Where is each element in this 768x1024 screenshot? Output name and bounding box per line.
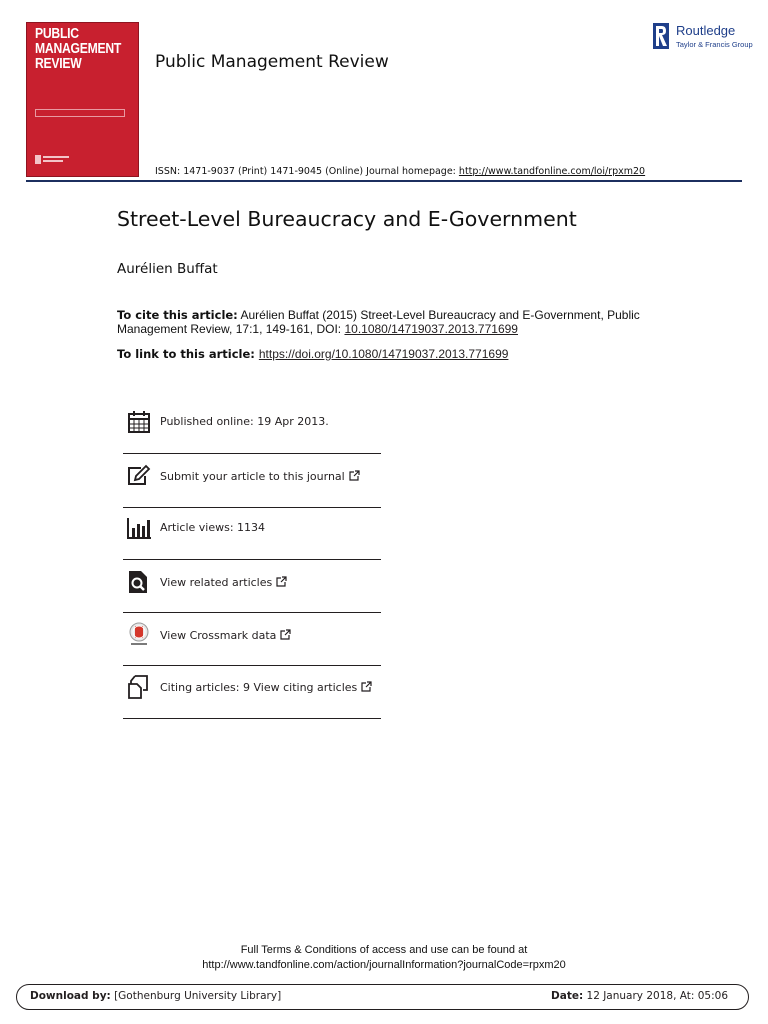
download-date [551,990,728,1002]
search-document-icon [127,570,151,594]
article-link-block [117,347,508,361]
metric-related[interactable] [123,560,381,613]
date-value: 12 January 2018, At: 05:06 [583,990,728,1002]
date-label: Date: [551,990,584,1002]
metric-published [123,402,381,454]
external-link-icon [349,470,360,481]
metric-text: Submit your article to this journal [160,470,345,483]
publisher-logo [652,22,752,52]
metric-citing[interactable] [123,666,381,719]
cite-text: Aurélien Buffat (2015) Street-Level Bureaucracy and E-Government, Public Management Review, 17:1, 149-161, DOI: [117,308,640,336]
article-title: Street-Level Bureaucracy and E-Government [117,207,577,231]
cover-band [35,109,125,117]
cover-title-line: REVIEW [35,56,82,72]
download-value: [Gothenburg University Library] [110,990,282,1002]
metric-link[interactable] [160,681,372,694]
journal-homepage-link[interactable]: http://www.tandfonline.com/loi/rpxm20 [458,166,646,177]
issn-text: ISSN: 1471-9037 (Print) 1471-9045 (Online) Journal homepage: [155,166,459,177]
metric-text: View Crossmark data [160,629,277,642]
terms-url[interactable]: http://www.tandfonline.com/action/journalInformation?journalCode=rpxm20 [202,959,566,971]
journal-name: Public Management Review [155,52,389,72]
cite-label: To cite this article: [117,308,238,322]
routledge-mark-icon [653,23,669,49]
download-info-bar [16,984,749,1010]
metric-text: Citing articles: 9 View citing articles [160,681,358,694]
external-link-icon [276,576,287,587]
cover-publisher-text [43,156,69,158]
issn-line [155,166,645,177]
terms-notice [0,943,768,973]
cover-title-line: PUBLIC [35,26,79,42]
metric-link[interactable] [160,470,360,483]
download-label: Download by: [30,990,111,1002]
cover-publisher-text [43,160,63,162]
journal-cover [26,22,139,177]
cite-doi-link[interactable]: 10.1080/14719037.2013.771699 [344,322,518,336]
metric-submit[interactable] [123,454,381,508]
cover-title [35,27,122,72]
terms-line: Full Terms & Conditions of access and use can be found at [240,944,528,956]
metric-views [123,508,381,560]
metric-text: Article views: 1134 [160,521,266,534]
metric-text: View related articles [160,576,273,589]
publisher-name: Routledge [676,23,736,38]
download-by [30,990,281,1002]
article-metrics-list [123,402,381,719]
article-doi-link[interactable]: https://doi.org/10.1080/14719037.2013.771699 [258,347,509,361]
citing-icon [127,675,151,699]
calendar-icon [127,410,151,434]
metric-link[interactable] [160,629,291,642]
article-author: Aurélien Buffat [117,261,218,277]
header-divider [26,180,742,182]
cover-title-line: MANAGEMENT [35,41,122,57]
link-label: To link to this article: [117,347,259,361]
external-link-icon [280,629,291,640]
edit-icon [127,464,151,488]
metric-text: Published online: 19 Apr 2013. [160,415,329,428]
crossmark-icon [127,622,151,646]
cover-publisher-mark [35,155,41,164]
bar-chart-icon [127,516,151,540]
metric-link[interactable] [160,576,287,589]
citation-block [117,308,657,336]
publisher-subtitle: Taylor & Francis Group [676,40,753,49]
external-link-icon [361,681,372,692]
metric-crossmark[interactable] [123,613,381,666]
